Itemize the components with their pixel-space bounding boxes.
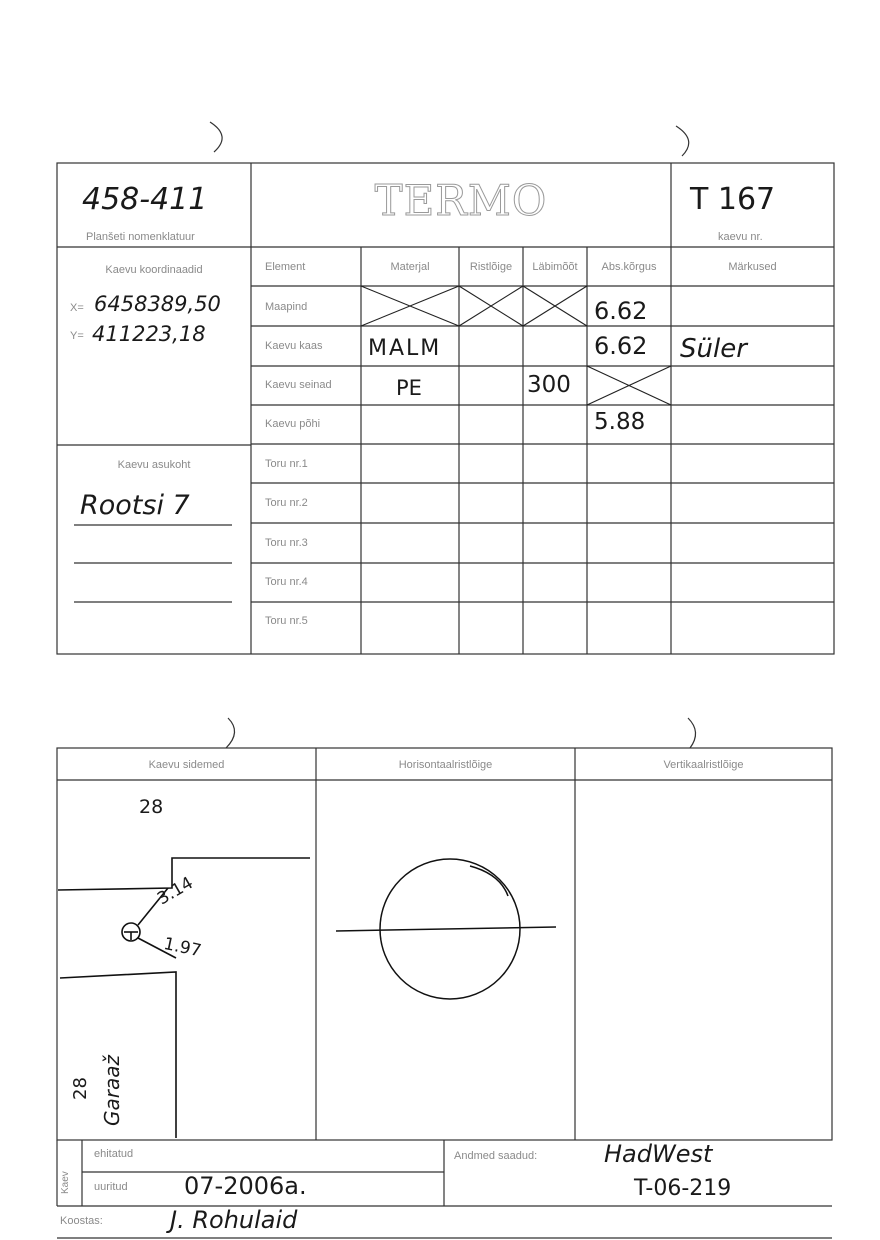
built-label: ehitatud <box>94 1148 134 1160</box>
inspected-value: 07-2006a. <box>184 1172 307 1200</box>
footer-side-label: Kaev <box>60 1171 71 1194</box>
cell-height-cover: 6.62 <box>594 332 648 360</box>
y-coordinate: 411223,18 <box>92 322 206 346</box>
row-label: Toru nr.5 <box>265 615 308 627</box>
row-label: Toru nr.3 <box>265 537 308 549</box>
cell-material-walls: PE <box>396 376 422 400</box>
coords-label: Kaevu koordinaadid <box>105 264 203 276</box>
cell-notes-cover: Süler <box>680 334 747 364</box>
location-label: Kaevu asukoht <box>117 459 191 471</box>
y-prefix: Y= <box>70 330 84 342</box>
inspected-label: uuritud <box>94 1181 128 1193</box>
cell-height-bottom: 5.88 <box>594 409 646 435</box>
row-label: Toru nr.1 <box>265 458 308 470</box>
site-sketch <box>58 858 310 1138</box>
sketch-col-vertical: Vertikaalristlõige <box>663 759 744 771</box>
row-label: Kaevu seinad <box>265 379 332 391</box>
row-label: Kaevu kaas <box>265 340 323 352</box>
sketch-dimension: 1.97 <box>161 934 204 962</box>
compiled-label: Koostas: <box>60 1215 103 1227</box>
horizontal-section <box>336 859 556 999</box>
punch-mark <box>210 122 222 152</box>
brand-logo: TERMO <box>374 176 548 225</box>
col-material: Materjal <box>390 261 430 273</box>
sketch-label-garage: Garaaž <box>100 1055 124 1126</box>
data-source-signature: HadWest <box>604 1140 713 1168</box>
plansheet-number: 458-411 <box>82 182 208 217</box>
well-number-label: kaevu nr. <box>718 231 763 243</box>
cell-height-ground: 6.62 <box>594 297 648 325</box>
sketch-label-side-number: 28 <box>70 1077 91 1100</box>
col-element: Element <box>265 261 306 273</box>
punch-mark <box>688 718 696 748</box>
sketch-col-connections: Kaevu sidemed <box>148 759 225 771</box>
col-notes: Märkused <box>728 261 777 273</box>
x-prefix: X= <box>70 302 84 314</box>
cell-diameter-walls: 300 <box>527 372 571 398</box>
row-label: Toru nr.4 <box>265 576 308 588</box>
cell-material-cover: MALM <box>368 336 442 361</box>
punch-mark <box>226 718 235 748</box>
col-cross-section: Ristlõige <box>469 261 513 273</box>
row-label: Kaevu põhi <box>265 418 321 430</box>
x-coordinate: 6458389,50 <box>94 292 221 316</box>
data-source-code: T-06-219 <box>634 1176 732 1201</box>
sketch-label-top: 28 <box>139 796 164 818</box>
sketch-dimension: 3.14 <box>154 873 197 910</box>
compiled-value: J. Rohulaid <box>170 1206 298 1234</box>
sketch-col-horizontal: Horisontaalristlõige <box>398 759 493 771</box>
plansheet-label: Planšeti nomenklatuur <box>86 231 195 243</box>
well-number: T 167 <box>690 182 776 217</box>
data-source-label: Andmed saadud: <box>454 1150 538 1162</box>
punch-mark <box>676 126 689 156</box>
col-height: Abs.kõrgus <box>601 261 657 273</box>
row-label: Maapind <box>265 301 308 313</box>
location-value: Rootsi 7 <box>80 490 190 521</box>
row-label: Toru nr.2 <box>265 497 308 509</box>
col-diameter: Läbimõõt <box>532 261 578 273</box>
